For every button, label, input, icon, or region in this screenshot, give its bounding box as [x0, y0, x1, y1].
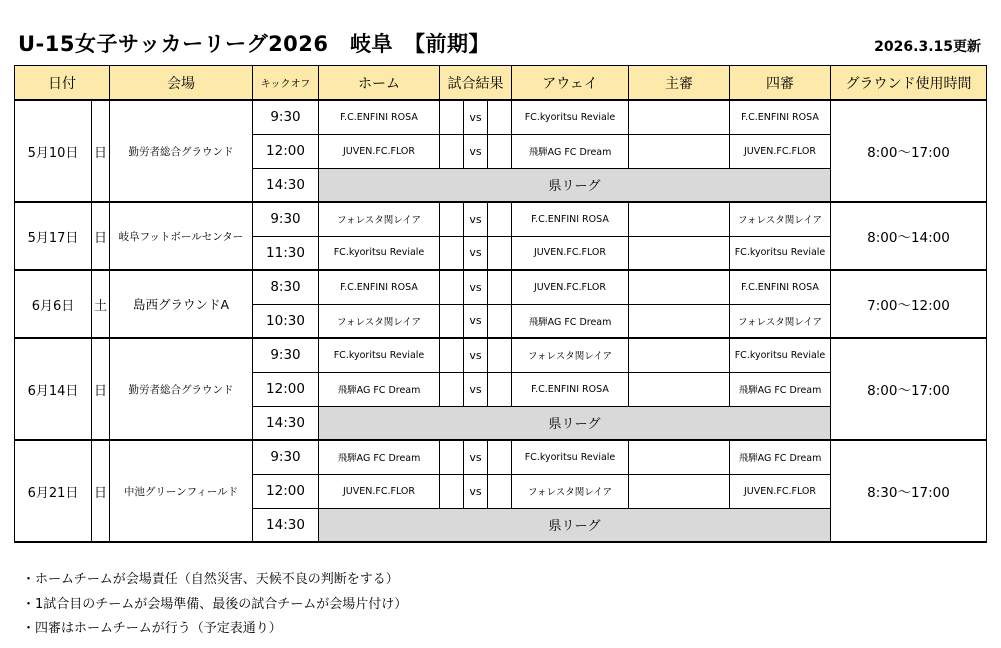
- referee-cell: [629, 474, 730, 508]
- ground-time-cell: 8:30～17:00: [831, 440, 987, 542]
- vs-label: vs: [464, 440, 488, 474]
- vs-label: vs: [464, 304, 488, 338]
- away-team-cell: FC.kyoritsu Reviale: [512, 440, 629, 474]
- vs-label: vs: [464, 202, 488, 236]
- away-team-cell: 飛騨AG FC Dream: [512, 304, 629, 338]
- away-team-cell: FC.kyoritsu Reviale: [512, 100, 629, 134]
- vs-label: vs: [464, 100, 488, 134]
- away-team-cell: フォレスタ関レイア: [512, 338, 629, 372]
- header-venue: 会場: [110, 66, 253, 101]
- home-score-cell: [440, 474, 464, 508]
- day-group: [15, 100, 987, 202]
- header-result: 試合結果: [440, 66, 512, 101]
- home-score-cell: [440, 372, 464, 406]
- weekday-cell: 日: [92, 338, 110, 440]
- vs-label: vs: [464, 338, 488, 372]
- header-away: アウェイ: [512, 66, 629, 101]
- ground-time-cell: 7:00～12:00: [831, 270, 987, 338]
- fourth-official-cell: フォレスタ関レイア: [730, 202, 831, 236]
- weekday-cell: 日: [92, 100, 110, 202]
- note-item: ・1試合目のチームが会場準備、最後の試合チームが会場片付け）: [22, 596, 408, 612]
- vs-label: vs: [464, 474, 488, 508]
- date-cell: 5月10日: [15, 100, 92, 202]
- fourth-official-cell: FC.kyoritsu Reviale: [730, 236, 831, 270]
- venue-cell: 中池グリーンフィールド: [110, 440, 253, 542]
- venue-cell: 勤労者総合グラウンド: [110, 338, 253, 440]
- ground-time-cell: 8:00～14:00: [831, 202, 987, 270]
- league-match-cell: 県リーグ: [319, 508, 831, 542]
- fourth-official-cell: JUVEN.FC.FLOR: [730, 134, 831, 168]
- away-team-cell: JUVEN.FC.FLOR: [512, 270, 629, 304]
- date-cell: 5月17日: [15, 202, 92, 270]
- fourth-official-cell: 飛騨AG FC Dream: [730, 372, 831, 406]
- home-score-cell: [440, 440, 464, 474]
- table-row: [15, 338, 987, 372]
- home-team-cell: 飛騨AG FC Dream: [319, 372, 440, 406]
- kickoff-time-cell: 14:30: [253, 508, 319, 542]
- home-team-cell: F.C.ENFINI ROSA: [319, 270, 440, 304]
- away-score-cell: [488, 270, 512, 304]
- schedule-table: [14, 65, 987, 543]
- kickoff-time-cell: 12:00: [253, 372, 319, 406]
- away-score-cell: [488, 304, 512, 338]
- away-team-cell: フォレスタ関レイア: [512, 474, 629, 508]
- updated-date: 2026.3.15更新: [874, 39, 981, 55]
- referee-cell: [629, 100, 730, 134]
- fourth-official-cell: JUVEN.FC.FLOR: [730, 474, 831, 508]
- home-team-cell: フォレスタ関レイア: [319, 202, 440, 236]
- home-team-cell: FC.kyoritsu Reviale: [319, 338, 440, 372]
- header-fourth-official: 四審: [730, 66, 831, 101]
- day-group: [15, 440, 987, 542]
- referee-cell: [629, 338, 730, 372]
- kickoff-time-cell: 10:30: [253, 304, 319, 338]
- referee-cell: [629, 372, 730, 406]
- vs-label: vs: [464, 270, 488, 304]
- weekday-cell: 土: [92, 270, 110, 338]
- referee-cell: [629, 304, 730, 338]
- home-score-cell: [440, 270, 464, 304]
- header-home: ホーム: [319, 66, 440, 101]
- away-score-cell: [488, 236, 512, 270]
- ground-time-cell: 8:00～17:00: [831, 338, 987, 440]
- table-row: [15, 100, 987, 134]
- kickoff-time-cell: 11:30: [253, 236, 319, 270]
- kickoff-time-cell: 12:00: [253, 474, 319, 508]
- day-group: [15, 202, 987, 270]
- kickoff-time-cell: 14:30: [253, 406, 319, 440]
- home-team-cell: JUVEN.FC.FLOR: [319, 474, 440, 508]
- referee-cell: [629, 270, 730, 304]
- date-cell: 6月14日: [15, 338, 92, 440]
- home-score-cell: [440, 134, 464, 168]
- referee-cell: [629, 134, 730, 168]
- home-score-cell: [440, 304, 464, 338]
- home-team-cell: FC.kyoritsu Reviale: [319, 236, 440, 270]
- home-team-cell: JUVEN.FC.FLOR: [319, 134, 440, 168]
- kickoff-time-cell: 8:30: [253, 270, 319, 304]
- kickoff-time-cell: 9:30: [253, 440, 319, 474]
- day-group: [15, 270, 987, 338]
- table-row: [15, 440, 987, 474]
- away-score-cell: [488, 338, 512, 372]
- header-row: [15, 66, 987, 101]
- notes: [22, 568, 407, 642]
- away-score-cell: [488, 100, 512, 134]
- fourth-official-cell: F.C.ENFINI ROSA: [730, 270, 831, 304]
- venue-cell: 島西グラウンドA: [110, 270, 253, 338]
- referee-cell: [629, 440, 730, 474]
- away-team-cell: JUVEN.FC.FLOR: [512, 236, 629, 270]
- weekday-cell: 日: [92, 202, 110, 270]
- vs-label: vs: [464, 236, 488, 270]
- header-ground-time: グラウンド使用時間: [831, 66, 987, 101]
- referee-cell: [629, 202, 730, 236]
- away-score-cell: [488, 134, 512, 168]
- home-score-cell: [440, 202, 464, 236]
- away-score-cell: [488, 372, 512, 406]
- away-score-cell: [488, 202, 512, 236]
- date-cell: 6月21日: [15, 440, 92, 542]
- home-score-cell: [440, 100, 464, 134]
- weekday-cell: 日: [92, 440, 110, 542]
- kickoff-time-cell: 9:30: [253, 100, 319, 134]
- kickoff-time-cell: 14:30: [253, 168, 319, 202]
- header-date: 日付: [15, 66, 110, 101]
- header-referee: 主審: [629, 66, 730, 101]
- home-team-cell: 飛騨AG FC Dream: [319, 440, 440, 474]
- home-score-cell: [440, 338, 464, 372]
- note-item: ・四審はホームチームが行う（予定表通り）: [22, 621, 282, 636]
- table-row: [15, 202, 987, 236]
- fourth-official-cell: 飛騨AG FC Dream: [730, 440, 831, 474]
- kickoff-time-cell: 9:30: [253, 202, 319, 236]
- away-score-cell: [488, 474, 512, 508]
- home-score-cell: [440, 236, 464, 270]
- day-group: [15, 338, 987, 440]
- fourth-official-cell: フォレスタ関レイア: [730, 304, 831, 338]
- header-kickoff: キックオフ: [253, 66, 319, 101]
- fourth-official-cell: F.C.ENFINI ROSA: [730, 100, 831, 134]
- kickoff-time-cell: 9:30: [253, 338, 319, 372]
- away-score-cell: [488, 440, 512, 474]
- note-item: ・ホームチームが会場責任（自然災害、天候不良の判断をする）: [22, 572, 399, 587]
- vs-label: vs: [464, 372, 488, 406]
- referee-cell: [629, 236, 730, 270]
- vs-label: vs: [464, 134, 488, 168]
- table-row: [15, 270, 987, 304]
- fourth-official-cell: FC.kyoritsu Reviale: [730, 338, 831, 372]
- date-cell: 6月6日: [15, 270, 92, 338]
- away-team-cell: 飛騨AG FC Dream: [512, 134, 629, 168]
- home-team-cell: フォレスタ関レイア: [319, 304, 440, 338]
- away-team-cell: F.C.ENFINI ROSA: [512, 202, 629, 236]
- league-match-cell: 県リーグ: [319, 406, 831, 440]
- ground-time-cell: 8:00～17:00: [831, 100, 987, 202]
- away-team-cell: F.C.ENFINI ROSA: [512, 372, 629, 406]
- venue-cell: 岐阜フットボールセンター: [110, 202, 253, 270]
- kickoff-time-cell: 12:00: [253, 134, 319, 168]
- venue-cell: 勤労者総合グラウンド: [110, 100, 253, 202]
- home-team-cell: F.C.ENFINI ROSA: [319, 100, 440, 134]
- page-title: U-15女子サッカーリーグ2026 岐阜 【前期】: [18, 32, 491, 56]
- league-match-cell: 県リーグ: [319, 168, 831, 202]
